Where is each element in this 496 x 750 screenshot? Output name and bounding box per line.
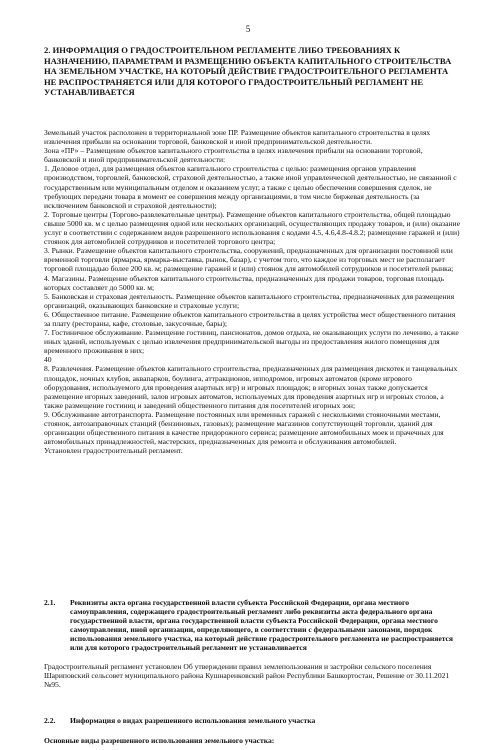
list-item: 8. Развлечения. Размещение объектов капитального строительства, предназначенных для размещения дискотек и танцевальных площадок, ночных клубов, аквапарков, боулинга, аттракционов, ипподромов, игровых автоматов (кроме игрового оборудования, используемого для проведения азартных игр) и игровых площадок; в игорных зонах также допускается размещение игорных заведений, залов игровых автоматов, используемых для проведения азартных игр и игровых столов, а также размещение гостиниц и заведений общественного питания для посетителей игорных зон; bbox=[44, 364, 458, 410]
section-2-1-heading bbox=[44, 598, 460, 653]
paragraph: Земельный участок расположен в территориальной зоне ПР. Размещение объектов капитального строительства в целях извлечения прибыли на основании торговой, банковской и иной предпринимательской деятельности. bbox=[44, 128, 431, 147]
section-2-2-heading bbox=[44, 716, 460, 725]
list-item: 6. Общественное питание. Размещение объектов капитального строительства в целях устройства мест общественного питания за плату (рестораны, кафе, столовые, закусочные, бары); bbox=[44, 309, 456, 328]
list-item: 5. Банковская и страховая деятельность. Размещение объектов капитального строительства, предназначенных для размещения организаций, оказывающих банковские и страховые услуги; bbox=[44, 291, 455, 310]
page-number: 5 bbox=[245, 24, 251, 34]
stray-number: 40 bbox=[44, 355, 52, 365]
paragraph: Зона «ПР» – Размещение объектов капитального строительства в целях извлечения прибыли на основании торговой, банковской и иной предпринимательской деятельности: bbox=[44, 146, 423, 165]
section-2-body bbox=[44, 128, 460, 455]
list-item: 9. Обслуживание автотранспорта. Размещение постоянных или временных гаражей с несколькими стояночными местами, стоянок, автозаправочных станций (бензиновых, газовых); размещение магазинов сопутствующей торговли, зданий для организации общественного питания в качестве придорожного сервиса; размещение автомобильных моек и прачечных для автомобильных принадлежностей, мастерских, предназначенных для ремонта и обслуживания автомобилей. bbox=[44, 409, 444, 447]
list-item: 7. Гостиничное обслуживание. Размещение гостиниц, пансионатов, домов отдыха, не оказывающих услуги по лечению, а также иных зданий, используемых с целью извлечения предпринимательской выгоды из предоставления жилого помещения для временного проживания в них; bbox=[44, 328, 459, 356]
basic-uses-heading: Основные виды разрешенного использования земельного участка: bbox=[44, 736, 275, 745]
list-item: 2. Торговые центры (Торгово-развлекательные центры). Размещение объектов капитального строительства, общей площадью свыше 5000 кв. м с целью размещения одной или нескольких организаций, осуществляющих продажу товаров, и (или) оказание услуг в соответствии с содержанием видов разрешенного использования с кодами 4.5, 4.6,4.8-4.8.2; размещение гаражей и (или) стоянок для автомобилей сотрудников и посетителей торгового центра; bbox=[44, 209, 460, 247]
paragraph: Установлен градостроительный регламент. bbox=[44, 446, 183, 456]
section-2-1-body: Градостроительный регламент установлен Об утверждении правил землепользования и застройки сельского поселения Шариповский сельсовет муниципального района Кушнаренковский район Республики Башкортостан, Решение от 30.11.2021 №95. bbox=[44, 662, 450, 690]
section-title: Информация о видах разрешенного использования земельного участка bbox=[70, 716, 316, 725]
list-item: 4. Магазины. Размещение объектов капитального строительства, предназначенных для продажи товаров, торговая площадь которых составляет до 5000 кв. м; bbox=[44, 273, 445, 292]
section-title: Реквизиты акта органа государственной власти субъекта Российской Федерации, органа местного самоуправления, содержащего градостроительный регламент либо реквизиты акта федерального органа государственной власти, органа государственной власти субъекта Российской Федерации, органа местного самоуправления, иной организации, определяющего, в соответствии с федеральными законами, порядок использования земельного участка, на который действие градостроительного регламента не распространяется или для которого градостроительный регламент не устанавливается bbox=[70, 598, 454, 653]
list-item: 1. Деловое отдел, для размещения объектов капитального строительства с целью: размещения органов управления производством, торговлей, банковской, страховой деятельностью, а также иной управленческой деятельностью, не связанной с государственным или муниципальным отделом и оказанием услуг, а также с целью обеспечения совершения сделок, не требующих передачи товара в момент ее совершения между организациями, в том числе биржевая деятельность (за исключением банковской и страховой деятельности); bbox=[44, 164, 457, 210]
section-2-title: 2. ИНФОРМАЦИЯ О ГРАДОСТРОИТЕЛЬНОМ РЕГЛАМЕНТЕ ЛИБО ТРЕБОВАНИЯХ К НАЗНАЧЕНИЮ, ПАРАМЕТРАМ И РАЗМЕЩЕНИЮ ОБЪЕКТА КАПИТАЛЬНОГО СТРОИТЕЛЬСТВА НА ЗЕМЕЛЬНОМ УЧАСТКЕ, НА КОТОРЫЙ ДЕЙСТВИЕ ГРАДОСТРОИТЕЛЬНОГО РЕГЛАМЕНТА НЕ РАСПРОСТРАНЯЕТСЯ ИЛИ ДЛЯ КОТОРОГО ГРАДОСТРОИТЕЛЬНЫЙ РЕГЛАМЕНТ НЕ УСТАНАВЛИВАЕТСЯ bbox=[44, 45, 452, 98]
list-item: 3. Рынки. Размещение объектов капитального строительства, сооружений, предназначенных для организации постоянной или временной торговли (ярмарка, ярмарка-выставка, рынок, базар), с учетом того, что каждое из торговых мест не располагает торговой площадью более 200 кв. м; размещение гаражей и (или) стоянок для автомобилей сотрудников и посетителей рынка; bbox=[44, 246, 454, 274]
section-number: 2.2. bbox=[44, 716, 56, 725]
section-number: 2.1. bbox=[44, 598, 56, 607]
